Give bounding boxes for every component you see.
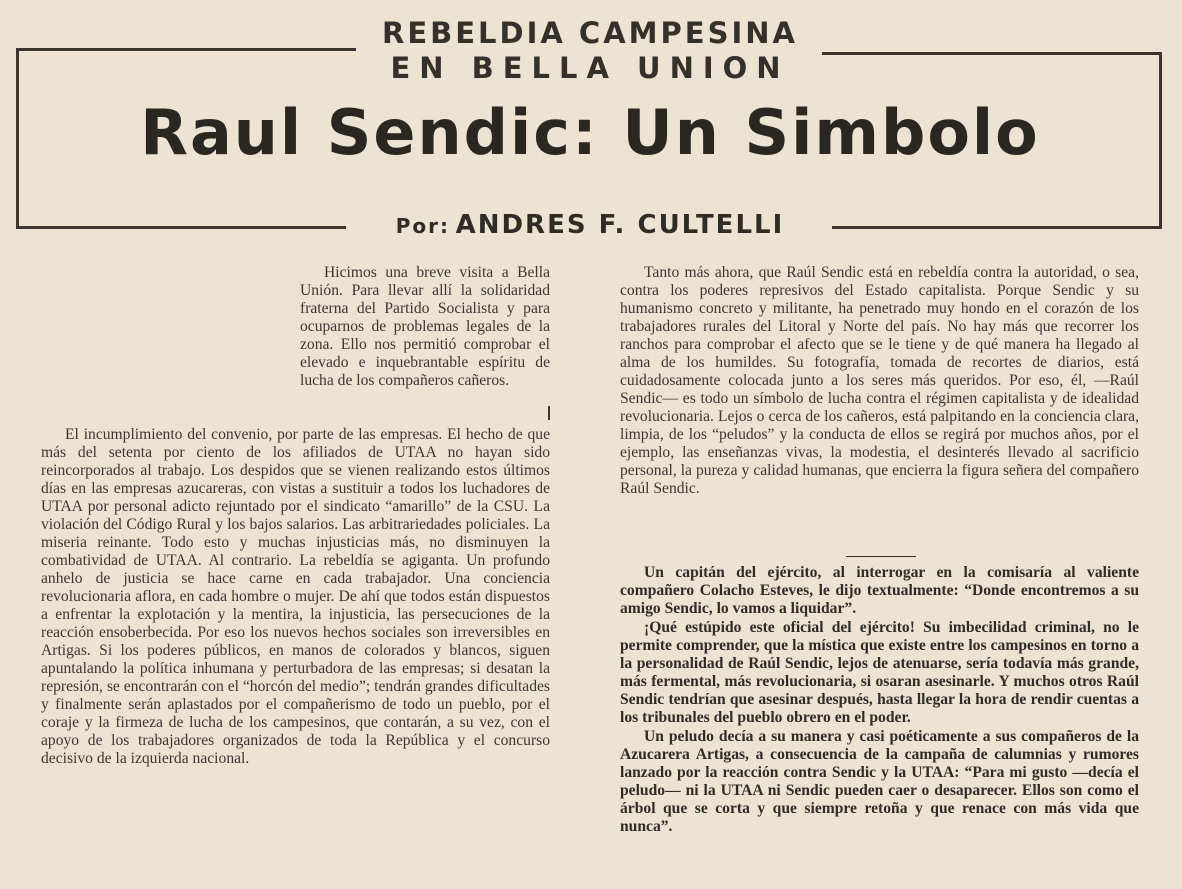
body-paragraph: El incumplimiento del convenio, por parte de las empresas. El hecho de que más del setenta por ciento de los afiliados de UTAA no hayan sido reincorporados al trabajo. Los despidos que se vienen realizando estos últimos días en las empresas azucareras, con vistas a sustituir a todos los luchadores de UTAA por personal adicto rejuntado por el sindicato “amarillo” de la CSU. La violación del Código Rural y los bajos salarios. Las arbitrariedades policiales. La miseria reinante. Todo esto y muchas injusticias más, no disminuyen la combatividad de UTAA. Al contrario. La rebeldía se agiganta. Un profundo anhelo de justicia se hace carne en cada trabajador. Una conciencia revolucionaria aflora, en cada hombre o mujer. De ahí que todos están dispuestos a enfrentar la explotación y la mentira, la injusticia, las persecuciones de la reacción ensoberbecida. Por eso los nuevos hechos sociales son irreversibles en Artigas. Si los poderes públicos, en manos de colorados y blancos, siguen apuntalando la política inhumana y perturbadora de las empresas; si desatan la represión, se encontrarán con el “horcón del medio”; tendrán grandes dificultades y finalmente serán aplastados por el compañerismo de todo un pueblo, por el coraje y la firmeza de lucha de los campesinos, que contarán, a su vez, con el apoyo de los trabajadores organizados de toda la República y el concurso decisivo de la izquierda nacional. bbox=[41, 426, 550, 767]
paragraph-peludo: Un peludo decía a su manera y casi poéticamente a sus compañeros de la Azucarera Artigas, a consecuencia de la campaña de calumnias y rumores lanzado por la reacción contra Sendic y la UTAA: “Para mi gusto —decía el peludo— ni la UTAA ni Sendic pueden caer o desaparecer. Ellos son como el árbol que se corta y que siempre retoña y que renace con más vida que nunca”. bbox=[620, 728, 1139, 835]
byline bbox=[360, 212, 820, 238]
intro-paragraph: Hicimos una breve visita a Bella Unión. Para llevar allí la solidaridad fraterna del Partido Socialista y para ocuparnos de problemas legales de la zona. Ello nos permitió comprobar el elevado e inquebrantable espíritu de lucha de los compañeros cañeros. bbox=[300, 264, 550, 389]
left-column-intro bbox=[300, 264, 550, 390]
kicker-line-1: REBELDIA CAMPESINA bbox=[382, 16, 798, 50]
right-column-top bbox=[620, 264, 1139, 498]
paragraph-estupido: ¡Qué estúpido este oficial del ejército! Su imbecilidad criminal, no le permite comprender, que la mística que existe entre los campesinos en torno a la personalidad de Raúl Sendic, lejos de atenuarse, sería todavía más grande, más fermental, más revolucionaria, si osaran asesinarle. Y muchos otros Raúl Sendic tendrían que asesinar después, hasta llegar la hora de rendir cuentas a los tribunales del pueblo obrero en el poder. bbox=[620, 619, 1139, 726]
frame-top-left-rule bbox=[16, 48, 356, 51]
frame-left-rule bbox=[16, 48, 19, 228]
paragraph-capitan: Un capitán del ejército, al interrogar en la comisaría al valiente compañero Colacho Esteves, le dijo textualmente: “Donde encontremos a su amigo Sendic, lo vamos a liquidar”. bbox=[620, 564, 1139, 617]
kicker-line-2: EN BELLA UNION bbox=[390, 51, 790, 85]
byline-prefix: Por: bbox=[395, 214, 451, 238]
section-divider bbox=[846, 556, 916, 557]
frame-right-rule bbox=[1159, 52, 1162, 228]
frame-bottom-left-rule bbox=[16, 226, 346, 229]
column-mark bbox=[548, 406, 550, 420]
byline-author: ANDRES F. CULTELLI bbox=[455, 210, 785, 240]
headline: Raul Sendic: Un Simbolo bbox=[140, 96, 1040, 169]
paragraph-rebeldia: Tanto más ahora, que Raúl Sendic está en rebeldía contra la autoridad, o sea, contra los poderes represivos del Estado capitalista. Porque Sendic y su humanismo concreto y militante, ha penetrado muy hondo en el corazón de los trabajadores rurales del Litoral y Norte del país. No hay más que recorrer los ranchos para comprobar el afecto que se le tiene y de qué manera ha llegado al alma de los humildes. Su fotografía, tomada de recortes de diarios, está cuidadosamente colocada junto a los seres más queridos. Por eso, él, —Raúl Sendic— es todo un símbolo de lucha contra el régimen capitalista y de idealidad revolucionaria. Lejos o cerca de los cañeros, está palpitando en la conciencia clara, limpia, de los “peludos” y la conducta de ellos se regirá por muchos años, por el ejemplo, las enseñanzas vivas, la modestia, el desinterés llevado al sacrificio personal, la pureza y calidad humanas, que encierra la figura señera del compañero Raúl Sendic. bbox=[620, 264, 1139, 497]
left-column-body bbox=[41, 426, 550, 768]
right-column-bottom bbox=[620, 564, 1139, 837]
frame-bottom-right-rule bbox=[832, 226, 1162, 229]
